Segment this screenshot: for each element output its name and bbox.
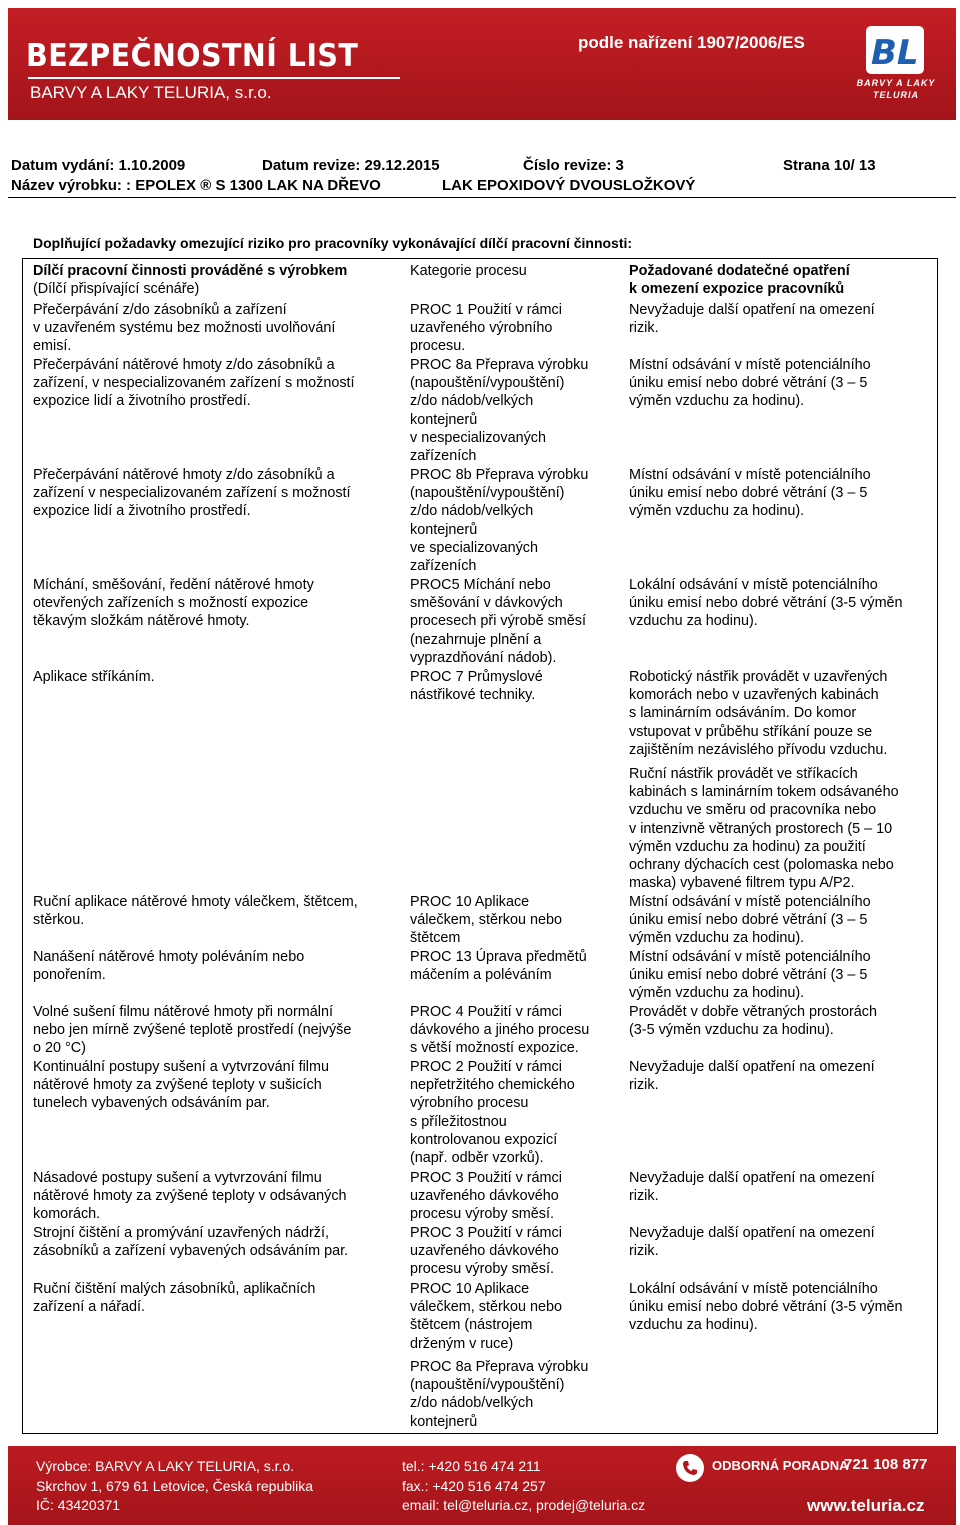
col-header-measure: Požadované dodatečné opatření: [629, 263, 850, 279]
logo-text-line2: TELURIA: [873, 90, 919, 100]
row-category: PROC 4 Použití v rámci dávkového a jiného procesu s větší možností expozice.: [410, 1004, 590, 1057]
logo-text-line1: BARVY A LAKY: [856, 78, 936, 88]
footer-address: Skrchov 1, 679 61 Letovice, Česká republika: [36, 1478, 314, 1494]
row-activity: Nanášení nátěrové hmoty poléváním nebo ponořením.: [33, 949, 305, 984]
row-activity: Násadové postupy sušení a vytvrzování filmu nátěrové hmoty za zvýšené teploty v odsávaných komorách.: [33, 1170, 347, 1223]
col-header-measure-sub: k omezení expozice pracovníků: [629, 281, 845, 297]
advisory-label: ODBORNÁ PORADNA: [712, 1458, 849, 1473]
row-activity: Míchání, směšování, ředění nátěrové hmoty otevřených zařízeních s možností expozice těkavým složkám nátěrové hmoty.: [33, 577, 314, 630]
row-measure: Místní odsávání v místě potenciálního úniku emisí nebo dobré větrání (3 – 5 výměn vzduchu za hodinu).: [629, 949, 871, 1002]
document-footer: [8, 1446, 956, 1525]
row-category: PROC 1 Použití v rámci uzavřeného výrobního procesu.: [410, 302, 562, 355]
row-activity: Přečerpávání z/do zásobníků a zařízení v uzavřeném systému bez možnosti uvolňování emisí.: [33, 302, 336, 355]
row-category: PROC 3 Použití v rámci uzavřeného dávkového procesu výroby směsí.: [410, 1225, 562, 1278]
row-activity: Strojní čištění a promývání uzavřených nádrží, zásobníků a zařízení vybavených odsáváním par.: [33, 1225, 349, 1260]
row-activity: Aplikace stříkáním.: [33, 669, 155, 685]
row-measure: Místní odsávání v místě potenciálního úniku emisí nebo dobré větrání (3 – 5 výměn vzduchu za hodinu).: [629, 467, 871, 520]
row-measure: Místní odsávání v místě potenciálního úniku emisí nebo dobré větrání (3 – 5 výměn vzduchu za hodinu).: [629, 357, 871, 410]
document-meta: [8, 152, 956, 198]
row-measure: Nevyžaduje další opatření na omezení rizik.: [629, 1059, 875, 1094]
row-measure-secondary: Ruční nástřik provádět ve stříkacích kabinách s laminárním tokem odsávaného vzduchu ve směru od pracovníka nebo v intenzivně větraných prostorech (5 – 10 výměn vzduchu za hodinu) za použití ochrany dýchacích cest (polomaska nebo maska) vybavené filtrem typu A/P2.: [629, 766, 899, 892]
document-header: [8, 8, 956, 120]
footer-fax: fax.: +420 516 474 257: [402, 1478, 546, 1494]
row-measure: Provádět v dobře větraných prostorách (3-5 výměn vzduchu za hodinu).: [629, 1004, 877, 1039]
row-category: PROC 10 Aplikace válečkem, stěrkou nebo štětcem: [410, 894, 562, 947]
row-category: PROC 7 Průmyslové nástřikové techniky.: [410, 669, 543, 704]
row-activity: Ruční čištění malých zásobníků, aplikačních zařízení a nářadí.: [33, 1281, 316, 1316]
footer-tel: tel.: +420 516 474 211: [402, 1458, 541, 1474]
product-name: Název výrobku: : EPOLEX ® S 1300 LAK NA DŘEVO: [11, 177, 381, 194]
logo-mark-icon: [866, 26, 924, 74]
col-header-activity-sub: (Dílčí přispívající scénáře): [33, 281, 200, 297]
row-measure: Nevyžaduje další opatření na omezení rizik.: [629, 302, 875, 337]
row-measure: Nevyžaduje další opatření na omezení rizik.: [629, 1225, 875, 1260]
title-underline: [28, 77, 400, 79]
row-activity: Přečerpávání nátěrové hmoty z/do zásobníků a zařízení, v nespecializovaném zařízení s možností expozice lidí a životního prostředí.: [33, 357, 355, 410]
row-measure: Robotický nástřik provádět v uzavřených komorách nebo v uzavřených kabinách s laminárním odsáváním. Do komor vstupovat v průběhu stříkání pouze se zajištěním nezávislého přívodu vzduchu.: [629, 669, 888, 758]
row-activity: Volné sušení filmu nátěrové hmoty při normální nebo jen mírně zvýšené teplotě prostředí (nejvýše o 20 °C): [33, 1004, 352, 1057]
product-type: LAK EPOXIDOVÝ DVOUSLOŽKOVÝ: [442, 177, 696, 194]
row-category: PROC 13 Úprava předmětů máčením a poléváním: [410, 949, 587, 984]
row-category: PROC 8a Přeprava výrobku (napouštění/vypouštění) z/do nádob/velkých kontejnerů: [410, 1359, 589, 1430]
row-measure: Lokální odsávání v místě potenciálního úniku emisí nebo dobré větrání (3-5 výměn vzduchu za hodinu).: [629, 1281, 903, 1334]
phone-icon: [676, 1454, 704, 1482]
activity-table: [22, 258, 938, 1434]
row-category: PROC5 Míchání nebo směšování v dávkových procesech při výrobě směsí (nezahrnuje plnění a vyprazdňování nádob).: [410, 577, 586, 666]
company-name: BARVY A LAKY TELURIA, s.r.o.: [30, 83, 272, 102]
row-category: PROC 10 Aplikace válečkem, stěrkou nebo štětcem (nástrojem drženým v ruce): [410, 1281, 562, 1352]
row-activity: Kontinuální postupy sušení a vytvrzování filmu nátěrové hmoty za zvýšené teploty v sušicích tunelech vybavených odsáváním par.: [33, 1059, 329, 1112]
row-measure: Nevyžaduje další opatření na omezení rizik.: [629, 1170, 875, 1205]
footer-website: www.teluria.cz: [807, 1496, 925, 1515]
advisory-phone: 721 108 877: [844, 1456, 928, 1473]
svg-text:BL: BL: [871, 33, 919, 73]
row-category: PROC 8a Přeprava výrobku (napouštění/vypouštění) z/do nádob/velkých kontejnerů v nespecializovaných zařízeních: [410, 357, 589, 465]
revision-date: Datum revize: 29.12.2015: [262, 157, 440, 174]
document-title: BEZPEČNOSTNÍ LIST: [26, 38, 359, 74]
footer-ico: IČ: 43420371: [36, 1497, 121, 1513]
row-measure: Místní odsávání v místě potenciálního úniku emisí nebo dobré větrání (3 – 5 výměn vzduchu za hodinu).: [629, 894, 871, 947]
regulation-label: podle nařízení 1907/2006/ES: [578, 33, 805, 52]
row-measure: Lokální odsávání v místě potenciálního úniku emisí nebo dobré větrání (3-5 výměn vzduchu za hodinu).: [629, 577, 903, 630]
footer-producer: Výrobce: BARVY A LAKY TELURIA, s.r.o.: [36, 1458, 295, 1474]
row-category: PROC 2 Použití v rámci nepřetržitého chemického výrobního procesu s příležitostnou kontrolovanou expozicí (např. odběr vzorků).: [410, 1059, 575, 1167]
footer-email: email: tel@teluria.cz, prodej@teluria.cz: [402, 1497, 646, 1513]
row-activity: Ruční aplikace nátěrové hmoty válečkem, štětcem, stěrkou.: [33, 894, 358, 929]
col-header-category: Kategorie procesu: [410, 263, 527, 279]
page-number: Strana 10/ 13: [783, 157, 876, 174]
row-category: PROC 8b Přeprava výrobku (napouštění/vypouštění) z/do nádob/velkých kontejnerů ve specializovaných zařízeních: [410, 467, 589, 575]
col-header-activity: Dílčí pracovní činnosti prováděné s výrobkem: [33, 263, 348, 279]
row-category: PROC 3 Použití v rámci uzavřeného dávkového procesu výroby směsí.: [410, 1170, 562, 1223]
issue-date: Datum vydání: 1.10.2009: [11, 157, 186, 174]
section-title: Doplňující požadavky omezující riziko pro pracovníky vykonávající dílčí pracovní činnosti:: [33, 235, 633, 251]
row-activity: Přečerpávání nátěrové hmoty z/do zásobníků a zařízení v nespecializovaném zařízení s možností expozice lidí a životního prostředí.: [33, 467, 351, 520]
revision-number: Číslo revize: 3: [523, 157, 624, 174]
company-logo: [838, 26, 950, 108]
